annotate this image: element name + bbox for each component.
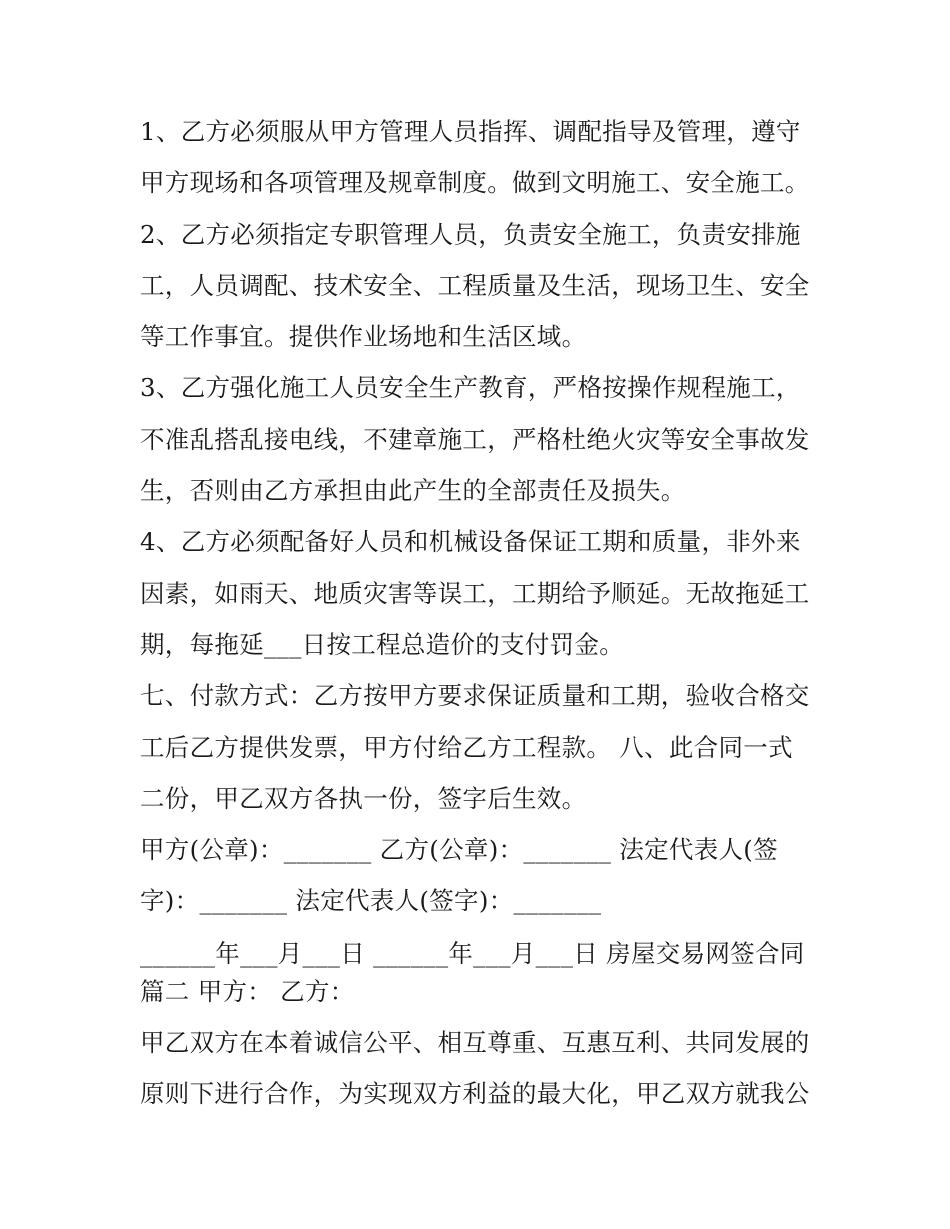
text-line: 原则下进行合作，为实现双方利益的最大化，甲乙双方就我公 [140, 1079, 810, 1109]
text-line: 字)：_______ 法定代表人(签字)：_______ [140, 886, 602, 916]
document-body [140, 106, 820, 1119]
text-line: 等工作事宜。提供作业场地和生活区域。 [140, 322, 587, 352]
text-line: 1、乙方必须服从甲方管理人员指挥、调配指导及管理，遵守 [140, 117, 801, 146]
text-line: 2、乙方必须指定专职管理人员，负责安全施工，负责安排施 [140, 219, 801, 249]
text-line: 因素，如雨天、地质灾害等误工，工期给予顺延。无故拖延工 [140, 578, 810, 608]
text-line: 4、乙方必须配备好人员和机械设备保证工期和质量，非外来 [140, 527, 801, 557]
text-line: 七、付款方式：乙方按甲方要求保证质量和工期，验收合格交 [140, 681, 810, 711]
text-line: 甲方现场和各项管理及规章制度。做到文明施工、安全施工。 [140, 168, 810, 198]
text-line: ______年___月___日 ______年___月___日 房屋交易网签合同 [140, 938, 805, 968]
text-line: 工，人员调配、技术安全、工程质量及生活，现场卫生、安全 [140, 270, 810, 300]
text-line: 二份，甲乙双方各执一份，签字后生效。 [140, 783, 587, 813]
text-line: 甲乙双方在本着诚信公平、相互尊重、互惠互利、共同发展的 [140, 1027, 810, 1057]
text-line: 不准乱搭乱接电线，不建章施工，严格杜绝火灾等安全事故发 [140, 424, 810, 454]
text-line: 期，每拖延___日按工程总造价的支付罚金。 [140, 629, 625, 659]
text-line: 工后乙方提供发票，甲方付给乙方工程款。 八、此合同一式 [140, 732, 793, 762]
text-line: 生，否则由乙方承担由此产生的全部责任及损失。 [140, 476, 686, 506]
spacer [140, 927, 820, 935]
text-line: 3、乙方强化施工人员安全生产教育，严格按操作规程施工， [140, 373, 801, 403]
text-line: 甲方(公章)：_______ 乙方(公章)：_______ 法定代表人(签 [140, 835, 778, 865]
text-line: 篇二 甲方： 乙方： [140, 976, 355, 1006]
